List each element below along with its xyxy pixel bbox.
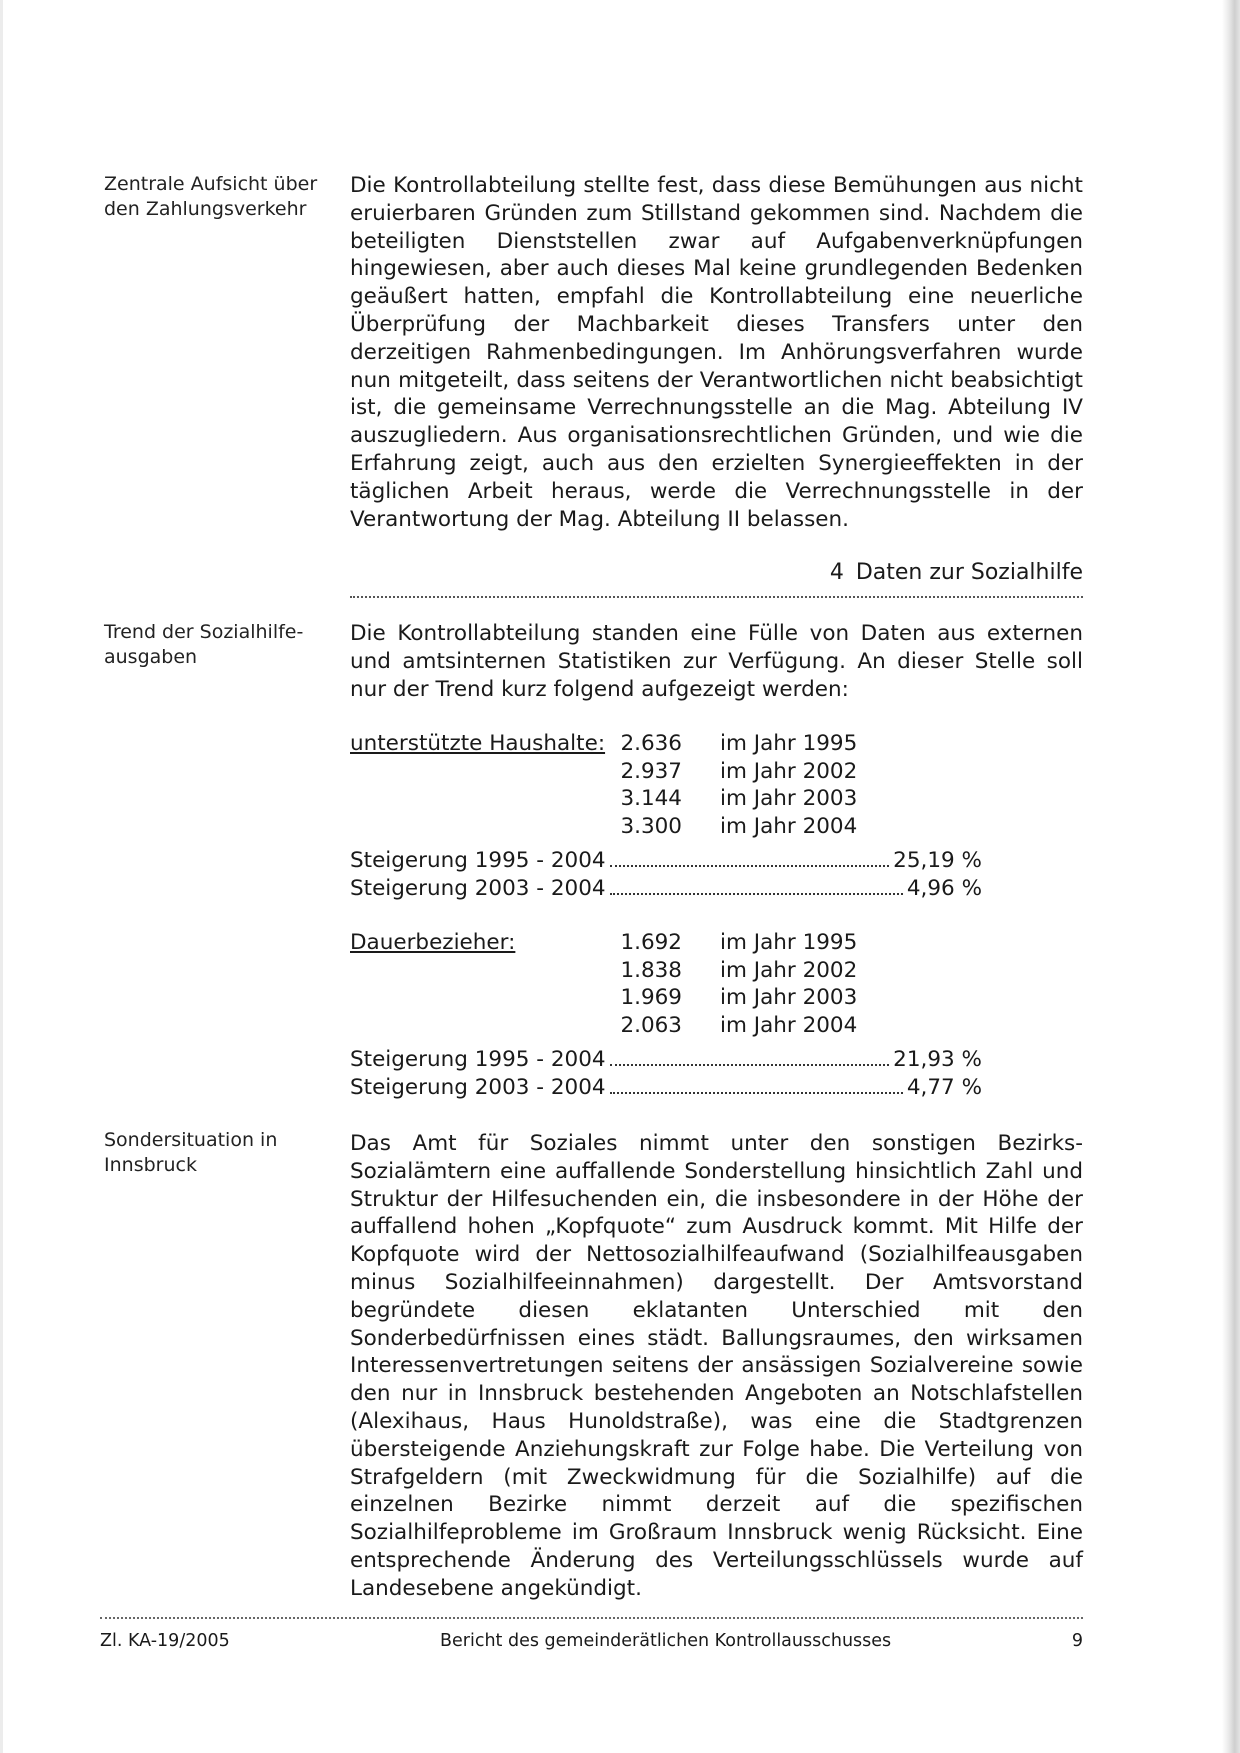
- stat-year: im Jahr 2004: [720, 813, 858, 839]
- section-heading: [350, 560, 1083, 598]
- margin-label-aufsicht: [104, 172, 324, 222]
- paragraph-aufsicht: Die Kontrollabteilung stellte fest, dass diese Bemühungen aus nicht eruierbaren Gründen zum Stillstand gekommen sind. Nachdem die beteiligten Dienststellen zwar auf Aufgabenverknüpfungen hingewiesen, aber auch dieses Mal keine grundlegenden Bedenken geäußert hatten, empfahl die Kontrollabteilung eine neuerliche Überprüfung der Machbarkeit dieses Transfers unter den derzeitigen Rahmenbedingungen. Im Anhörungsverfahren wurde nun mitgeteilt, dass seitens der Verantwortlichen nicht beabsichtigt ist, die gemeinsame Verrechnungsstelle an die Mag. Abteilung IV auszugliedern. Aus organisationsrechtlichen Gründen, und wie die Erfahrung zeigt, auch aus den erzielten Synergieeffekten in der täglichen Arbeit heraus, werde die Verrechnungsstelle in der Verantwortung der Mag. Abteilung II belassen.: [350, 173, 1083, 532]
- increase-row: [350, 1074, 982, 1102]
- stat-year: im Jahr 1995: [720, 731, 858, 756]
- margin-label-trend: [104, 620, 324, 670]
- stat-year: im Jahr 2003: [720, 985, 858, 1010]
- stat-row: [350, 785, 1000, 813]
- margin-label-line: Innsbruck: [104, 1154, 197, 1176]
- margin-label-sonder: [104, 1128, 324, 1178]
- stat-value: 1.969: [620, 985, 682, 1010]
- increase-row: [350, 875, 982, 903]
- page-footer: [100, 1617, 1083, 1659]
- section-number: 4: [829, 560, 844, 585]
- margin-label-line: den Zahlungsverkehr: [104, 198, 307, 220]
- dot-leader: [610, 1063, 890, 1066]
- increase-percent: 21,93 %: [893, 1047, 982, 1072]
- paragraph-sonder: Das Amt für Soziales nimmt unter den sonstigen Bezirks-Sozialämtern eine auffallende Sonderstellung hinsichtlich Zahl und Struktur der Hilfesuchenden ein, die insbesondere in der Höhe der auffallend hohen „Kopfquote“ zum Ausdruck kommt. Mit Hilfe der Kopfquote wird der Nettosozialhilfeaufwand (Sozialhilfeausgaben minus Sozialhilfeeinnahmen) dargestellt. Der Amtsvorstand begründete diesen eklatanten Unterschied mit den Sonderbedürfnissen eines städt. Ballungsraumes, den wirksamen Interessenvertretungen seitens der ansässigen Sozialvereine sowie den nur in Innsbruck bestehenden Angeboten an Notschlafstellen (Alexihaus, Haus Hunoldstraße), was eine die Stadtgrenzen übersteigende Anziehungskraft zur Folge habe. Die Verteilung von Strafgeldern (mit Zweckwidmung für die Sozialhilfe) auf die einzelnen Bezirke nimmt derzeit auf die spezifischen Sozialhilfeprobleme im Großraum Innsbruck wenig Rücksicht. Eine entsprechende Änderung des Verteilungsschlüssels wurde auf Landesebene angekündigt.: [350, 1131, 1083, 1601]
- increase-percent: 4,96 %: [906, 875, 982, 901]
- stat-row: [350, 813, 1000, 841]
- margin-label-line: Zentrale Aufsicht über: [104, 173, 318, 195]
- stat-row: [350, 758, 1000, 786]
- stat-row: [350, 929, 1000, 957]
- stat-row: [350, 1012, 1000, 1040]
- stat-row: [350, 984, 1000, 1012]
- scan-edge-left: [0, 0, 3, 1753]
- stat-value: 2.063: [620, 1012, 682, 1038]
- stat-value: 1.838: [620, 957, 682, 983]
- margin-label-line: Trend der Sozialhilfe-: [104, 621, 304, 643]
- section-title: Daten zur Sozialhilfe: [855, 560, 1083, 585]
- stat-group-haushalte: [350, 730, 1000, 902]
- stat-year: im Jahr 2002: [720, 957, 858, 983]
- dot-leader: [610, 864, 890, 867]
- increase-row: [350, 847, 982, 875]
- stat-value: 3.144: [620, 786, 682, 811]
- margin-label-line: Sondersituation in: [104, 1129, 278, 1151]
- stat-value: 1.692: [620, 930, 682, 955]
- dot-leader: [610, 892, 903, 895]
- stat-value: 2.937: [620, 758, 682, 784]
- stat-category: Dauerbezieher:: [350, 930, 516, 955]
- dot-leader: [610, 1091, 903, 1094]
- stat-group-dauerbezieher: [350, 929, 1000, 1101]
- stat-row: [350, 957, 1000, 985]
- stat-year: im Jahr 1995: [720, 930, 858, 955]
- increase-percent: 25,19 %: [893, 848, 982, 873]
- stat-year: im Jahr 2002: [720, 758, 858, 784]
- stat-year: im Jahr 2004: [720, 1012, 858, 1038]
- increase-label: Steigerung 2003 - 2004: [350, 875, 606, 901]
- stat-value: 3.300: [620, 813, 682, 839]
- stat-row: [350, 730, 1000, 758]
- paragraph-trend-intro: Die Kontrollabteilung standen eine Fülle von Daten aus externen und amtsinternen Statistiken zur Verfügung. An dieser Stelle soll nur der Trend kurz folgend aufgezeigt werden:: [350, 621, 1083, 702]
- page-number: 9: [1071, 1631, 1083, 1651]
- margin-label-line: ausgaben: [104, 646, 198, 668]
- stat-value: 2.636: [620, 731, 682, 756]
- increase-label: Steigerung 2003 - 2004: [350, 1074, 606, 1100]
- increase-label: Steigerung 1995 - 2004: [350, 848, 606, 873]
- stat-category: unterstützte Haushalte:: [350, 731, 606, 756]
- stat-year: im Jahr 2003: [720, 786, 858, 811]
- increase-label: Steigerung 1995 - 2004: [350, 1047, 606, 1072]
- increase-row: [350, 1046, 982, 1074]
- scan-edge-right: [1222, 0, 1240, 1753]
- footer-title: Bericht des gemeinderätlichen Kontrollausschusses: [440, 1631, 892, 1651]
- increase-percent: 4,77 %: [906, 1074, 982, 1100]
- footer-reference: Zl. KA-19/2005: [100, 1631, 230, 1651]
